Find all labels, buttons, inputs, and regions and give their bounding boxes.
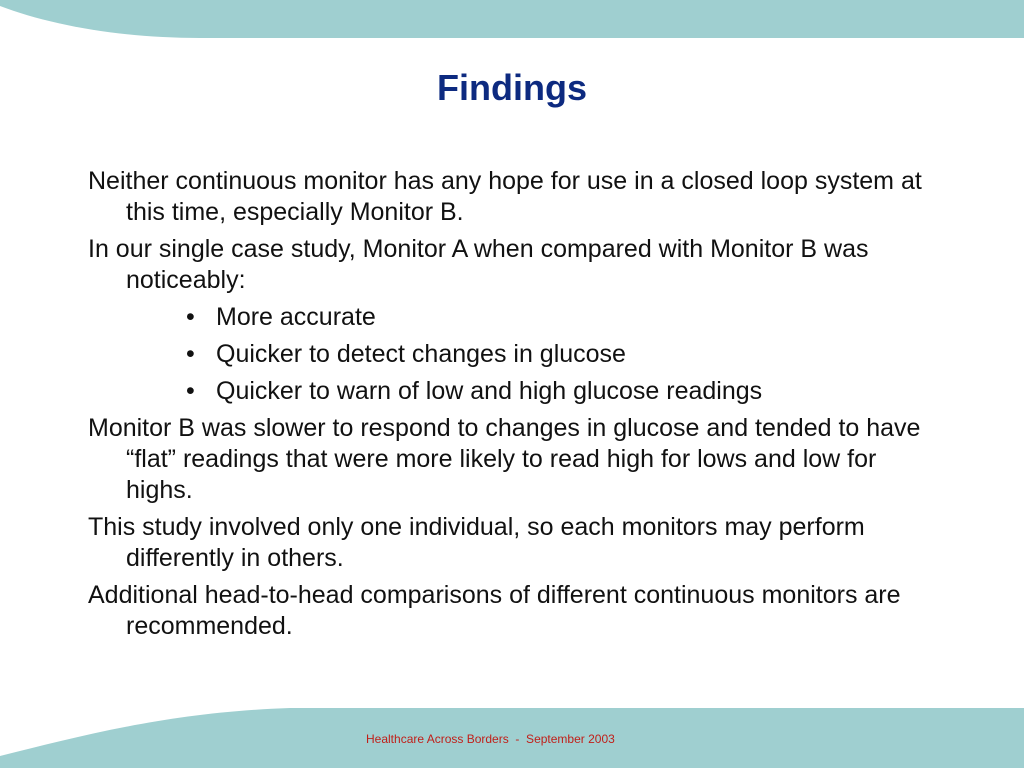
top-decorative-band: [0, 0, 1024, 42]
bullet-dot-icon: •: [186, 377, 195, 405]
bullet-text: Quicker to warn of low and high glucose readings: [216, 377, 763, 405]
finding-paragraph: In our single case study, Monitor A when compared with Monitor B was noticeably:: [88, 235, 869, 294]
bullet-item: [186, 302, 948, 333]
slide-footer: Healthcare Across Borders - September 2003: [366, 732, 615, 746]
slide-body: [88, 166, 948, 648]
slide-title: Findings: [437, 67, 587, 108]
bullet-dot-icon: •: [186, 340, 195, 368]
finding-paragraph: This study involved only one individual, so each monitors may perform differently in others.: [88, 513, 865, 572]
bullet-item: [186, 339, 948, 370]
bullet-text: Quicker to detect changes in glucose: [216, 340, 626, 368]
finding-paragraph: Neither continuous monitor has any hope for use in a closed loop system at this time, especially Monitor B.: [88, 167, 922, 226]
bullet-item: [186, 376, 948, 407]
bullet-text: More accurate: [216, 303, 376, 331]
finding-paragraph: Monitor B was slower to respond to changes in glucose and tended to have “flat” readings that were more likely to read high for lows and low for highs.: [88, 414, 921, 504]
bullet-dot-icon: •: [186, 303, 195, 331]
finding-paragraph: Additional head-to-head comparisons of different continuous monitors are recommended.: [88, 581, 901, 640]
comparison-bullet-list: [88, 302, 948, 407]
